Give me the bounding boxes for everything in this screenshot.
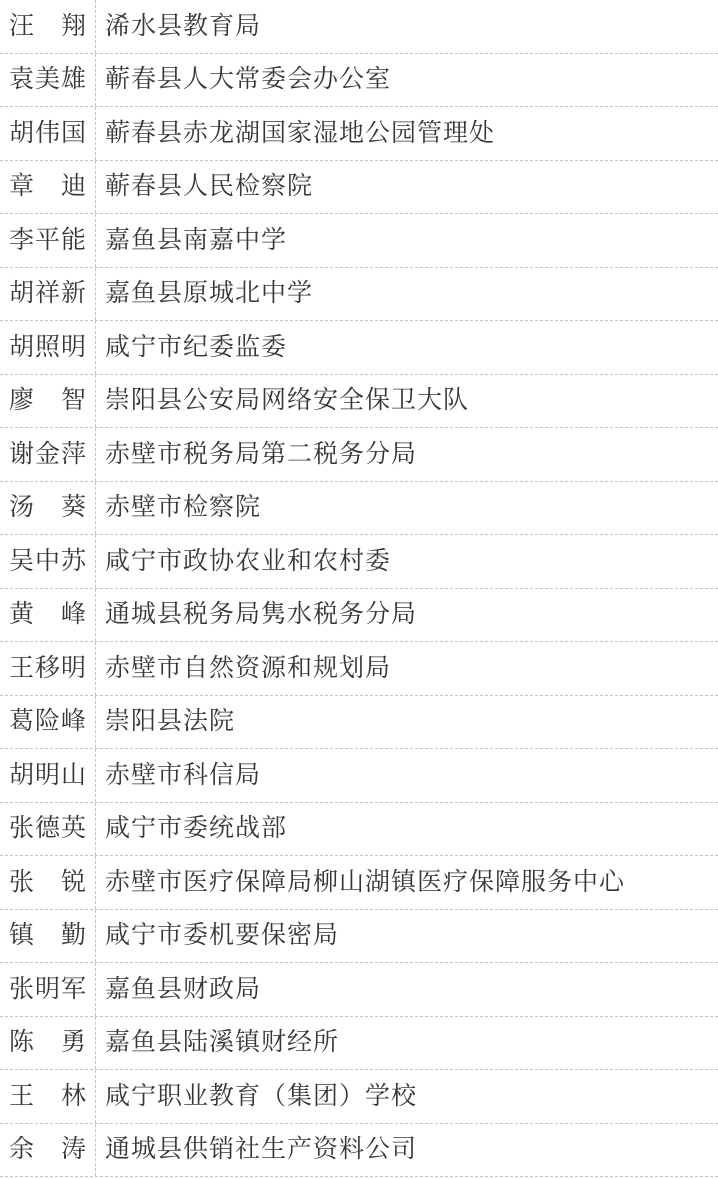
table-row bbox=[0, 1124, 718, 1178]
person-name: 谢金萍 bbox=[9, 440, 86, 468]
table-row bbox=[0, 428, 718, 482]
person-name: 胡伟国 bbox=[9, 119, 86, 147]
table-row bbox=[0, 910, 718, 964]
organization-cell bbox=[96, 428, 718, 481]
table-row bbox=[0, 482, 718, 536]
person-name: 袁美雄 bbox=[9, 66, 86, 94]
person-name-cell bbox=[0, 749, 96, 802]
person-name-cell bbox=[0, 1124, 96, 1177]
table-row bbox=[0, 54, 718, 108]
table-row bbox=[0, 589, 718, 643]
organization-cell bbox=[96, 696, 718, 749]
person-name: 黄 峰 bbox=[9, 601, 86, 629]
organization: 咸宁市纪委监委 bbox=[105, 333, 288, 361]
organization: 嘉鱼县原城北中学 bbox=[105, 280, 314, 308]
organization: 咸宁职业教育（集团）学校 bbox=[105, 1082, 418, 1110]
organization-cell bbox=[96, 161, 718, 214]
organization: 崇阳县公安局网络安全保卫大队 bbox=[105, 387, 470, 415]
organization-cell bbox=[96, 642, 718, 695]
person-name: 张德英 bbox=[9, 815, 86, 843]
organization-cell bbox=[96, 589, 718, 642]
table-row bbox=[0, 642, 718, 696]
person-name-cell bbox=[0, 963, 96, 1016]
organization: 浠水县教育局 bbox=[105, 12, 262, 40]
person-name: 张 锐 bbox=[9, 868, 86, 896]
person-name: 吴中苏 bbox=[9, 547, 86, 575]
organization: 赤壁市检察院 bbox=[105, 494, 262, 522]
person-name: 廖 智 bbox=[9, 387, 86, 415]
organization-cell bbox=[96, 910, 718, 963]
table-row bbox=[0, 214, 718, 268]
person-name-cell bbox=[0, 910, 96, 963]
person-name-cell bbox=[0, 1070, 96, 1123]
person-name-cell bbox=[0, 428, 96, 481]
person-name-cell bbox=[0, 589, 96, 642]
person-name: 胡照明 bbox=[9, 333, 86, 361]
person-name: 胡祥新 bbox=[9, 280, 86, 308]
person-name-cell bbox=[0, 535, 96, 588]
person-name-cell bbox=[0, 642, 96, 695]
organization-cell bbox=[96, 803, 718, 856]
organization: 通城县税务局隽水税务分局 bbox=[105, 601, 418, 629]
organization-cell bbox=[96, 0, 718, 53]
table-row bbox=[0, 0, 718, 54]
organization: 蕲春县人民检察院 bbox=[105, 173, 314, 201]
person-name-cell bbox=[0, 375, 96, 428]
organization-cell bbox=[96, 107, 718, 160]
person-name-cell bbox=[0, 321, 96, 374]
person-name: 汤 葵 bbox=[9, 494, 86, 522]
person-name: 汪 翔 bbox=[9, 12, 86, 40]
person-name: 王移明 bbox=[9, 654, 86, 682]
table-row bbox=[0, 321, 718, 375]
organization-cell bbox=[96, 749, 718, 802]
organization-cell bbox=[96, 1070, 718, 1123]
table-row bbox=[0, 268, 718, 322]
organization-cell bbox=[96, 1017, 718, 1070]
person-name-cell bbox=[0, 856, 96, 909]
person-name: 余 涛 bbox=[9, 1136, 86, 1164]
table-row bbox=[0, 803, 718, 857]
organization-cell bbox=[96, 375, 718, 428]
table-row bbox=[0, 535, 718, 589]
organization-cell bbox=[96, 321, 718, 374]
person-name: 王 林 bbox=[9, 1082, 86, 1110]
organization: 赤壁市税务局第二税务分局 bbox=[105, 440, 418, 468]
organization: 嘉鱼县财政局 bbox=[105, 975, 262, 1003]
person-name-cell bbox=[0, 268, 96, 321]
person-name-cell bbox=[0, 54, 96, 107]
organization: 通城县供销社生产资料公司 bbox=[105, 1136, 418, 1164]
table-row bbox=[0, 161, 718, 215]
table-row bbox=[0, 749, 718, 803]
organization: 赤壁市医疗保障局柳山湖镇医疗保障服务中心 bbox=[105, 868, 626, 896]
organization: 赤壁市自然资源和规划局 bbox=[105, 654, 392, 682]
organization: 嘉鱼县南嘉中学 bbox=[105, 226, 288, 254]
person-name-cell bbox=[0, 482, 96, 535]
person-name: 葛险峰 bbox=[9, 708, 86, 736]
organization-cell bbox=[96, 268, 718, 321]
organization: 蕲春县人大常委会办公室 bbox=[105, 66, 392, 94]
person-name-cell bbox=[0, 803, 96, 856]
organization-cell bbox=[96, 535, 718, 588]
organization: 赤壁市科信局 bbox=[105, 761, 262, 789]
table-row bbox=[0, 696, 718, 750]
person-name-cell bbox=[0, 107, 96, 160]
person-name: 李平能 bbox=[9, 226, 86, 254]
table-row bbox=[0, 107, 718, 161]
table-row bbox=[0, 1017, 718, 1071]
person-name: 镇 勤 bbox=[9, 922, 86, 950]
person-name: 陈 勇 bbox=[9, 1029, 86, 1057]
organization-cell bbox=[96, 856, 718, 909]
organization: 蕲春县赤龙湖国家湿地公园管理处 bbox=[105, 119, 496, 147]
organization: 咸宁市政协农业和农村委 bbox=[105, 547, 392, 575]
person-name: 胡明山 bbox=[9, 761, 86, 789]
table-row bbox=[0, 1070, 718, 1124]
organization: 嘉鱼县陆溪镇财经所 bbox=[105, 1029, 340, 1057]
person-name-cell bbox=[0, 696, 96, 749]
organization-cell bbox=[96, 1124, 718, 1177]
table-row bbox=[0, 963, 718, 1017]
organization-cell bbox=[96, 214, 718, 267]
person-name-cell bbox=[0, 1017, 96, 1070]
person-name-cell bbox=[0, 0, 96, 53]
person-name: 章 迪 bbox=[9, 173, 86, 201]
organization: 崇阳县法院 bbox=[105, 708, 236, 736]
person-name-cell bbox=[0, 161, 96, 214]
person-name-cell bbox=[0, 214, 96, 267]
organization: 咸宁市委统战部 bbox=[105, 815, 288, 843]
table-row bbox=[0, 856, 718, 910]
table-row bbox=[0, 375, 718, 429]
person-name: 张明军 bbox=[9, 975, 86, 1003]
organization-cell bbox=[96, 482, 718, 535]
organization-cell bbox=[96, 963, 718, 1016]
organization-cell bbox=[96, 54, 718, 107]
organization: 咸宁市委机要保密局 bbox=[105, 922, 340, 950]
